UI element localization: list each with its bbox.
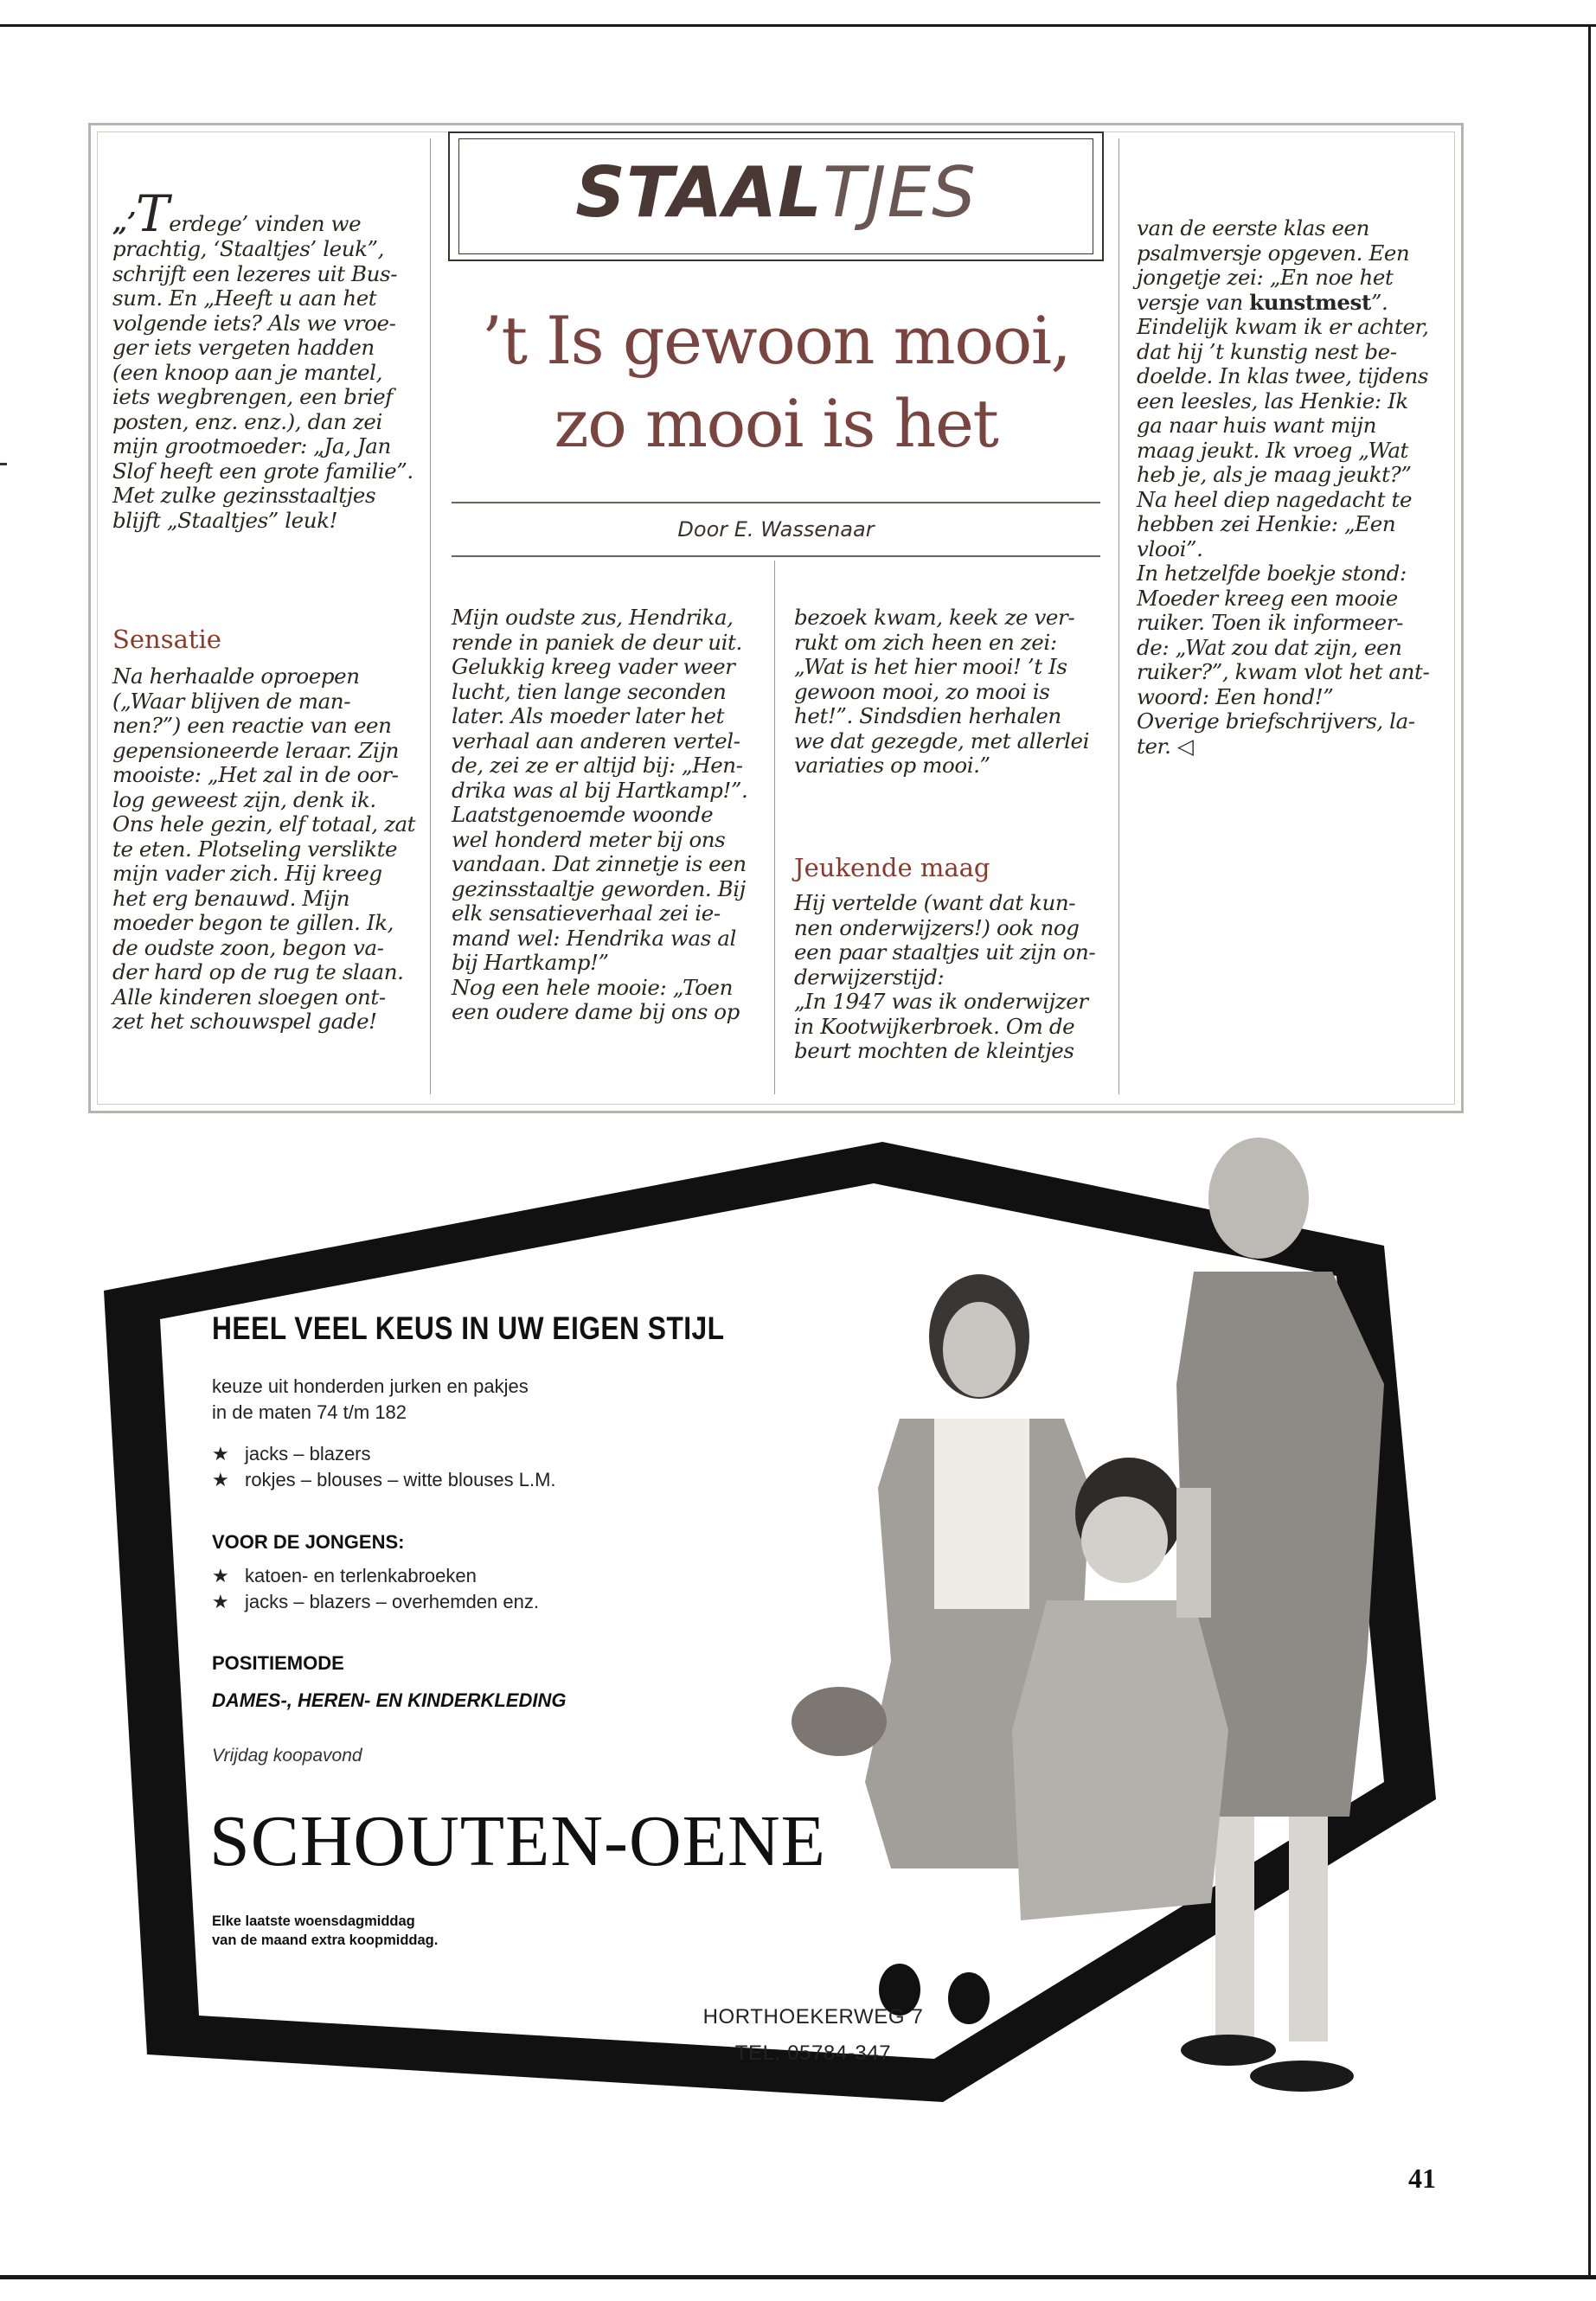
star-bullet-icon: ★ xyxy=(212,1443,229,1465)
ad-list-text: katoen- en terlenkabroeken xyxy=(245,1565,477,1586)
body-line: gewoon mooi, zo mooi is xyxy=(794,678,1050,704)
body-line: vandaan. Dat zinnetje is een xyxy=(452,851,747,876)
body-line: beurt mochten de kleintjes xyxy=(794,1038,1074,1063)
byline: Door E. Wassenaar xyxy=(677,517,875,542)
star-bullet-icon: ★ xyxy=(212,1469,229,1490)
body-line: Nog een hele mooie: „Toen xyxy=(452,974,734,1000)
ad-categories: DAMES-, HEREN- EN KINDERKLEDING xyxy=(212,1689,567,1711)
body-line: Overige briefschrijvers, la- xyxy=(1137,708,1415,734)
body-line: ruiker?”, kwam vlot het ant- xyxy=(1137,659,1430,684)
body-line: Moeder kreeg een mooie xyxy=(1137,585,1398,611)
body-line: doelde. In klas twee, tijdens xyxy=(1137,363,1429,388)
body-line: mand wel: Hendrika was al xyxy=(452,925,736,951)
star-bullet-icon: ★ xyxy=(212,1565,229,1586)
column-3-body xyxy=(794,891,1112,1064)
body-line: Gelukkig kreeg vader weer xyxy=(452,654,735,679)
column-2 xyxy=(452,606,767,1025)
intro-line: ger iets vergeten hadden xyxy=(112,335,375,360)
body-line: lucht, tien lange seconden xyxy=(452,678,727,704)
body-line: Na heel diep nagedacht te xyxy=(1137,486,1413,512)
ad-phone: TEL. 05784-347 xyxy=(734,2041,892,2065)
body-line: verhaal aan anderen vertel- xyxy=(452,727,740,753)
ad-list-item xyxy=(212,1441,748,1467)
end-mark-icon: ◁ xyxy=(1176,733,1194,759)
column-divider-2 xyxy=(774,561,775,1094)
ad-extra-line: Elke laatste woensdagmiddag xyxy=(212,1913,415,1929)
body-line: het!”. Sindsdien herhalen xyxy=(794,703,1061,728)
girl-shoe xyxy=(1181,2035,1276,2066)
body-line: een leesles, las Henkie: Ik xyxy=(1137,388,1408,413)
body-line: nen?”) een reactie van een xyxy=(112,713,392,738)
body-line: jongetje zei: „En noe het xyxy=(1137,265,1394,290)
headline-line-2: zo mooi is het xyxy=(554,385,998,462)
bold-word: kunstmest xyxy=(1249,289,1371,315)
body-line: mooiste: „Het zal in de oor- xyxy=(112,762,399,787)
column-3 xyxy=(794,606,1112,779)
body-fragment: ter. xyxy=(1137,733,1171,759)
body-line: mijn vader zich. Hij kreeg xyxy=(112,861,382,886)
body-line-with-bold xyxy=(1137,291,1457,316)
middle-girl-face xyxy=(943,1302,1016,1397)
ad-list-text: jacks – blazers xyxy=(245,1443,371,1465)
ad-boys-list xyxy=(212,1563,748,1615)
body-line: Mijn oudste zus, Hendrika, xyxy=(452,605,734,630)
body-line: woord: Een hond!” xyxy=(1137,683,1334,709)
body-line: in Kootwijkerbroek. Om de xyxy=(794,1013,1075,1039)
body-line: de oudste zoon, begon va- xyxy=(112,934,384,960)
byline-rule-top xyxy=(452,502,1100,503)
body-line: variaties op mooi.” xyxy=(794,753,990,778)
star-bullet-icon: ★ xyxy=(212,1591,229,1612)
intro-line: sum. En „Heeft u aan het xyxy=(112,285,377,311)
byline-rule-bottom xyxy=(452,555,1100,557)
body-line: psalmversje opgeven. Een xyxy=(1137,240,1410,266)
ad-list-item xyxy=(212,1467,748,1493)
body-line: gezinsstaaltje geworden. Bij xyxy=(452,875,746,901)
intro-line: volgende iets? Als we vroe- xyxy=(112,310,396,336)
toddler-face xyxy=(1081,1497,1168,1583)
body-line: („Waar blijven de man- xyxy=(112,688,351,714)
body-line: ga naar huis want mijn xyxy=(1137,413,1376,438)
ad-intro xyxy=(212,1374,696,1426)
body-line: een paar staaltjes uit zijn on- xyxy=(794,939,1096,965)
body-line-end xyxy=(1137,734,1457,760)
body-line: rende in paniek de deur uit. xyxy=(452,629,742,655)
girl-shoe xyxy=(1250,2061,1354,2092)
ad-positiemode: POSITIEMODE xyxy=(212,1652,344,1674)
ad-list-text: rokjes – blouses – witte blouses L.M. xyxy=(245,1469,556,1490)
ad-girls-list xyxy=(212,1441,748,1493)
ad-headline: HEEL VEEL KEUS IN UW EIGEN STIJL xyxy=(212,1311,725,1346)
body-line: hebben zei Henkie: „Een xyxy=(1137,511,1396,536)
page-number: 41 xyxy=(1408,2163,1436,2194)
body-line: „Wat is het hier mooi! ’t Is xyxy=(794,654,1067,679)
girl-leg xyxy=(1289,1817,1328,2041)
body-line: zet het schouwspel gade! xyxy=(112,1009,377,1034)
body-line: het erg benauwd. Mijn xyxy=(112,885,350,911)
body-line: de: „Wat zou dat zijn, een xyxy=(1137,634,1402,660)
intro-line: (een knoop aan je mantel, xyxy=(112,359,382,385)
body-line: heb je, als je maag jeukt?” xyxy=(1137,462,1412,487)
drop-cap: T xyxy=(135,184,170,243)
middle-girl-pinafore xyxy=(934,1419,1029,1609)
ad-intro-line: in de maten 74 t/m 182 xyxy=(212,1401,407,1423)
column-1 xyxy=(112,184,424,533)
body-line: van de eerste klas een xyxy=(1137,215,1370,240)
body-line: drika was al bij Hartkamp!”. xyxy=(452,777,748,803)
column-4 xyxy=(1137,216,1457,759)
intro-line: posten, enz. enz.), dan zei xyxy=(112,408,382,434)
body-line: we dat gezegde, met allerlei xyxy=(794,727,1090,753)
body-line: maag jeukt. Ik vroeg „Wat xyxy=(1137,437,1408,463)
opening-quote-mark: „’ xyxy=(112,208,136,238)
body-line: log geweest zijn, denk ik. xyxy=(112,786,376,812)
ad-extra-line: van de maand extra koopmiddag. xyxy=(212,1932,439,1948)
headline-line-1: ’t Is gewoon mooi, xyxy=(481,302,1071,379)
page-bottom-rule xyxy=(0,2275,1596,2279)
section-title xyxy=(458,154,1093,232)
ad-friday: Vrijdag koopavond xyxy=(212,1746,362,1766)
body-line: een oudere dame bij ons op xyxy=(452,999,740,1024)
body-line: te eten. Plotseling verslikte xyxy=(112,836,398,862)
intro-line: erdege’ vinden we xyxy=(169,211,362,236)
ad-frame xyxy=(0,1125,1596,2145)
column-divider-1 xyxy=(430,138,431,1094)
body-fragment: ”. xyxy=(1370,289,1388,315)
body-line: rukt om zich heen en zei: xyxy=(794,629,1057,655)
section-title-rest: TJES xyxy=(822,152,977,233)
body-line: nen onderwijzers!) ook nog xyxy=(794,914,1080,940)
body-line: dat hij ’t kunstig nest be- xyxy=(1137,338,1397,364)
body-fragment: versje van xyxy=(1137,289,1250,315)
body-line: Alle kinderen sloegen ont- xyxy=(112,984,386,1009)
ad-extra-note xyxy=(212,1912,438,1950)
intro-line: schrijft een lezeres uit Bus- xyxy=(112,260,398,286)
body-line: „In 1947 was ik onderwijzer xyxy=(794,989,1088,1014)
intro-line: Slof heeft een grote familie”. xyxy=(112,458,413,484)
ad-address: HORTHOEKERWEG 7 xyxy=(702,2005,924,2029)
girl-head xyxy=(1208,1138,1309,1259)
subheading-sensatie: Sensatie xyxy=(112,625,221,654)
section-title-bold: STAAL xyxy=(575,152,823,233)
body-line: elk sensatieverhaal zei ie- xyxy=(452,901,721,926)
body-line: Laatstgenoemde woonde xyxy=(452,802,714,827)
intro-line: iets wegbrengen, een brief xyxy=(112,384,393,409)
toddler-dress xyxy=(1012,1600,1228,1920)
ad-list-item xyxy=(212,1563,748,1589)
girl-leg xyxy=(1215,1817,1254,2041)
body-line: de, zei ze er altijd bij: „Hen- xyxy=(452,753,743,778)
article-headline xyxy=(448,299,1104,465)
intro-line: blijft „Staaltjes” leuk! xyxy=(112,507,338,533)
body-line: moeder begon te gillen. Ik, xyxy=(112,910,394,935)
intro-line: Met zulke gezinsstaaltjes xyxy=(112,483,376,508)
body-line: vlooi”. xyxy=(1137,535,1203,561)
toddler-arm xyxy=(1176,1488,1211,1618)
intro-line: prachtig, ‘Staaltjes’ leuk”, xyxy=(112,236,385,261)
body-line: gepensioneerde leraar. Zijn xyxy=(112,737,400,763)
intro-first-line xyxy=(112,184,424,243)
subheading-jeukende-maag: Jeukende maag xyxy=(794,853,990,882)
body-line: Eindelijk kwam ik er achter, xyxy=(1137,314,1429,339)
body-line: der hard op de rug te slaan. xyxy=(112,959,404,984)
body-line: ruiker. Toen ik informeer- xyxy=(1137,610,1403,635)
ad-intro-line: keuze uit honderden jurken en pakjes xyxy=(212,1375,529,1397)
basket xyxy=(792,1687,887,1756)
intro-line: mijn grootmoeder: „Ja, Jan xyxy=(112,433,391,458)
body-line: later. Als moeder later het xyxy=(452,703,725,728)
margin-mark xyxy=(0,463,7,465)
column-1-body xyxy=(112,664,424,1035)
body-line: Ons hele gezin, elf totaal, zat xyxy=(112,811,416,836)
column-divider-3 xyxy=(1118,138,1119,1094)
body-line: wel honderd meter bij ons xyxy=(452,826,726,852)
ad-brand-logo: SCHOUTEN-OENE xyxy=(209,1801,826,1881)
body-line: Hij vertelde (want dat kun- xyxy=(794,890,1076,915)
body-line: derwijzerstijd: xyxy=(794,964,945,990)
page-top-rule xyxy=(0,24,1596,27)
ad-boys-title: VOOR DE JONGENS: xyxy=(212,1531,405,1553)
ad-list-item xyxy=(212,1589,748,1615)
ad-list-text: jacks – blazers – overhemden enz. xyxy=(245,1591,539,1612)
body-line: bezoek kwam, keek ze ver- xyxy=(794,605,1075,630)
body-line: bij Hartkamp!” xyxy=(452,950,609,975)
body-line: Na herhaalde oproepen xyxy=(112,663,360,689)
body-line: In hetzelfde boekje stond: xyxy=(1137,561,1407,586)
